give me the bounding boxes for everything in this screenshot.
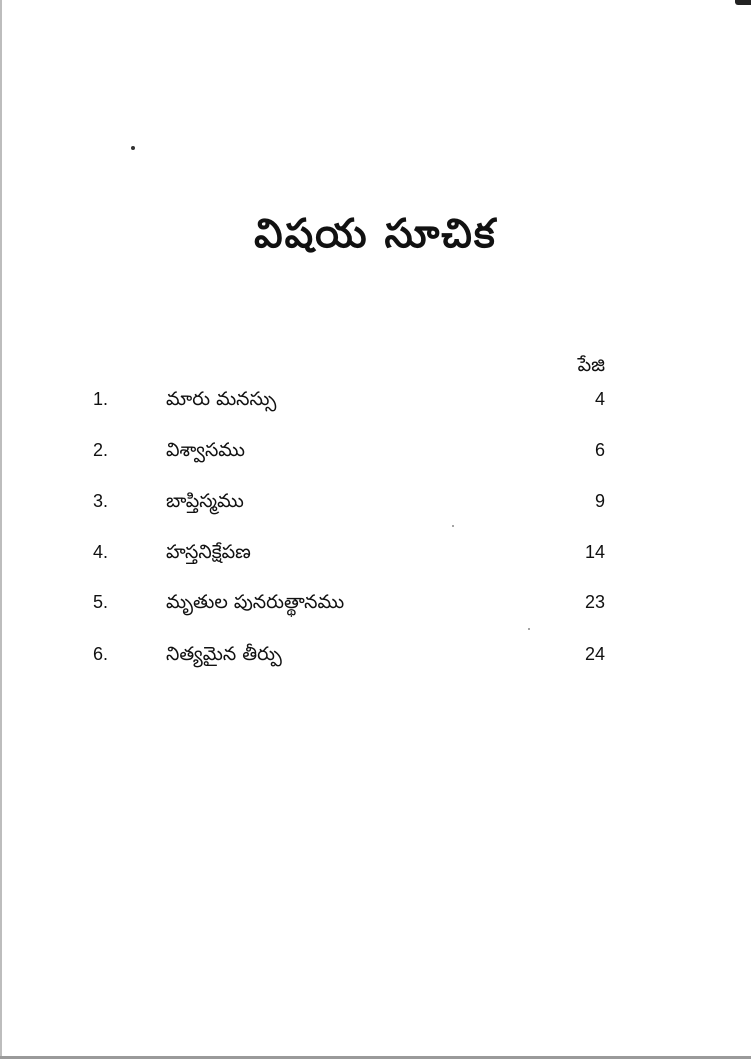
toc-entry bbox=[0, 639, 751, 673]
toc-entry-title: మారు మనస్సు bbox=[166, 388, 277, 410]
toc-entry bbox=[0, 384, 751, 418]
toc-entry-page: 9 bbox=[594, 491, 605, 511]
toc-entry-number: 2. bbox=[93, 440, 109, 460]
toc-entry-title: హస్తనిక్షేపణ bbox=[166, 541, 251, 563]
toc-entry-number: 3. bbox=[93, 491, 109, 511]
toc-entry-number: 1. bbox=[93, 389, 109, 409]
contents-title: విషయ సూచిక bbox=[254, 211, 497, 257]
toc-entry-page: 4 bbox=[594, 389, 605, 409]
toc-entry-number: 5. bbox=[93, 592, 109, 612]
page-left-edge bbox=[0, 0, 2, 1059]
toc-entry-title: నిత్యమైన తీర్పు bbox=[166, 643, 282, 665]
toc-entry-number: 4. bbox=[93, 542, 109, 562]
toc-entry-page: 23 bbox=[584, 592, 605, 612]
toc-entry bbox=[0, 435, 751, 469]
toc-entry bbox=[0, 587, 751, 621]
toc-entry-title: విశ్వాసము bbox=[166, 439, 245, 461]
toc-entry-page: 14 bbox=[584, 542, 605, 562]
toc-entry-number: 6. bbox=[93, 644, 109, 664]
scan-speck bbox=[452, 525, 454, 527]
toc-entry-page: 24 bbox=[584, 644, 605, 664]
scan-speck bbox=[528, 628, 530, 630]
toc-entry bbox=[0, 486, 751, 520]
page-column-header: పేజి bbox=[577, 354, 605, 376]
scan-speck bbox=[131, 146, 135, 150]
toc-entry-title: బాప్తిస్మము bbox=[166, 490, 244, 512]
toc-entry-page: 6 bbox=[594, 440, 605, 460]
toc-entry bbox=[0, 537, 751, 571]
scan-corner-mark bbox=[735, 0, 751, 5]
toc-entry-title: మృతుల పునరుత్థానము bbox=[166, 591, 345, 613]
